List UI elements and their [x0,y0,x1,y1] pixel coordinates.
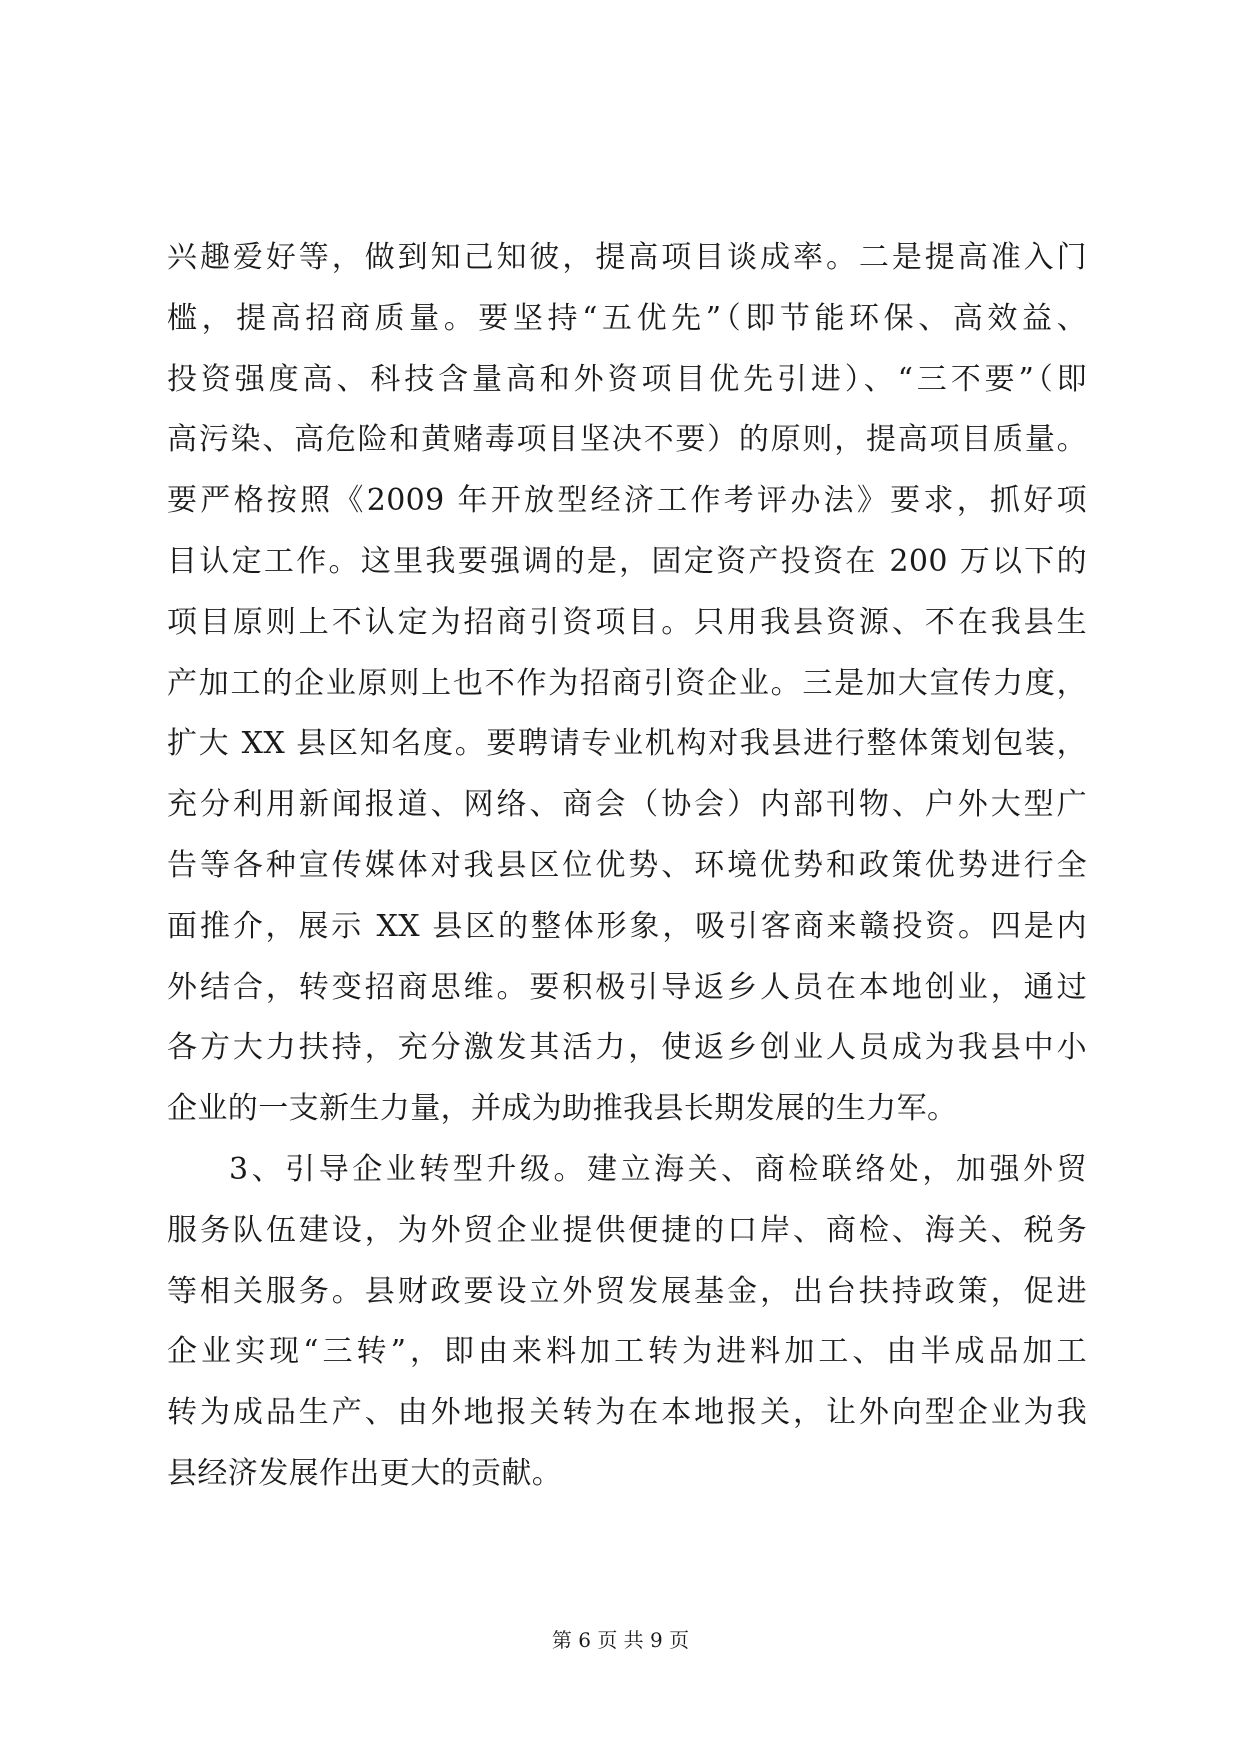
text-line-5: 要严格按照《2009 年开放型经济工作考评办法》要求，抓好项 [167,483,1087,519]
text-line-14: 各方大力扶持，充分激发其活力，使返乡创业人员成为我县中小 [167,1030,1087,1066]
body-text [167,228,1087,1505]
text-line-9: 扩大 XX 县区知名度。要聘请专业机构对我县进行整体策划包装， [167,726,1087,762]
text-line-11: 告等各种宣传媒体对我县区位优势、环境优势和政策优势进行全 [167,847,1087,883]
text-line-21: 县经济发展作出更大的贡献。 [167,1455,563,1491]
text-line-20: 转为成品生产、由外地报关转为在本地报关，让外向型企业为我 [167,1395,1087,1431]
text-line-3: 投资强度高、科技含量高和外资项目优先引进）、“三不要”（即 [167,361,1087,397]
text-line-2: 槛，提高招商质量。要坚持“五优先”（即节能环保、高效益、 [167,300,1087,336]
text-line-6: 目认定工作。这里我要强调的是，固定资产投资在 200 万以下的 [167,543,1087,579]
text-line-8: 产加工的企业原则上也不作为招商引资企业。三是加大宣传力度， [167,665,1087,701]
text-line-4: 高污染、高危险和黄赌毒项目坚决不要）的原则，提高项目质量。 [167,422,1087,458]
text-line-10: 充分利用新闻报道、网络、商会（协会）内部刊物、户外大型广 [167,787,1087,823]
page-number-footer: 第 6 页 共 9 页 [551,1628,690,1652]
text-line-17: 服务队伍建设，为外贸企业提供便捷的口岸、商检、海关、税务 [167,1212,1087,1248]
text-line-7: 项目原则上不认定为招商引资项目。只用我县资源、不在我县生 [167,604,1087,640]
text-line-15: 企业的一支新生力量，并成为助推我县长期发展的生力军。 [167,1091,958,1127]
text-line-16: 3、引导企业转型升级。建立海关、商检联络处，加强外贸 [229,1151,1087,1187]
text-line-1: 兴趣爱好等，做到知己知彼，提高项目谈成率。二是提高准入门 [167,240,1087,275]
text-line-13: 外结合，转变招商思维。要积极引导返乡人员在本地创业，通过 [167,969,1087,1005]
text-line-18: 等相关服务。县财政要设立外贸发展基金，出台扶持政策，促进 [167,1273,1087,1309]
text-line-12: 面推介，展示 XX 县区的整体形象，吸引客商来赣投资。四是内 [167,908,1087,944]
text-line-19: 企业实现“三转”，即由来料加工转为进料加工、由半成品加工 [167,1334,1087,1370]
